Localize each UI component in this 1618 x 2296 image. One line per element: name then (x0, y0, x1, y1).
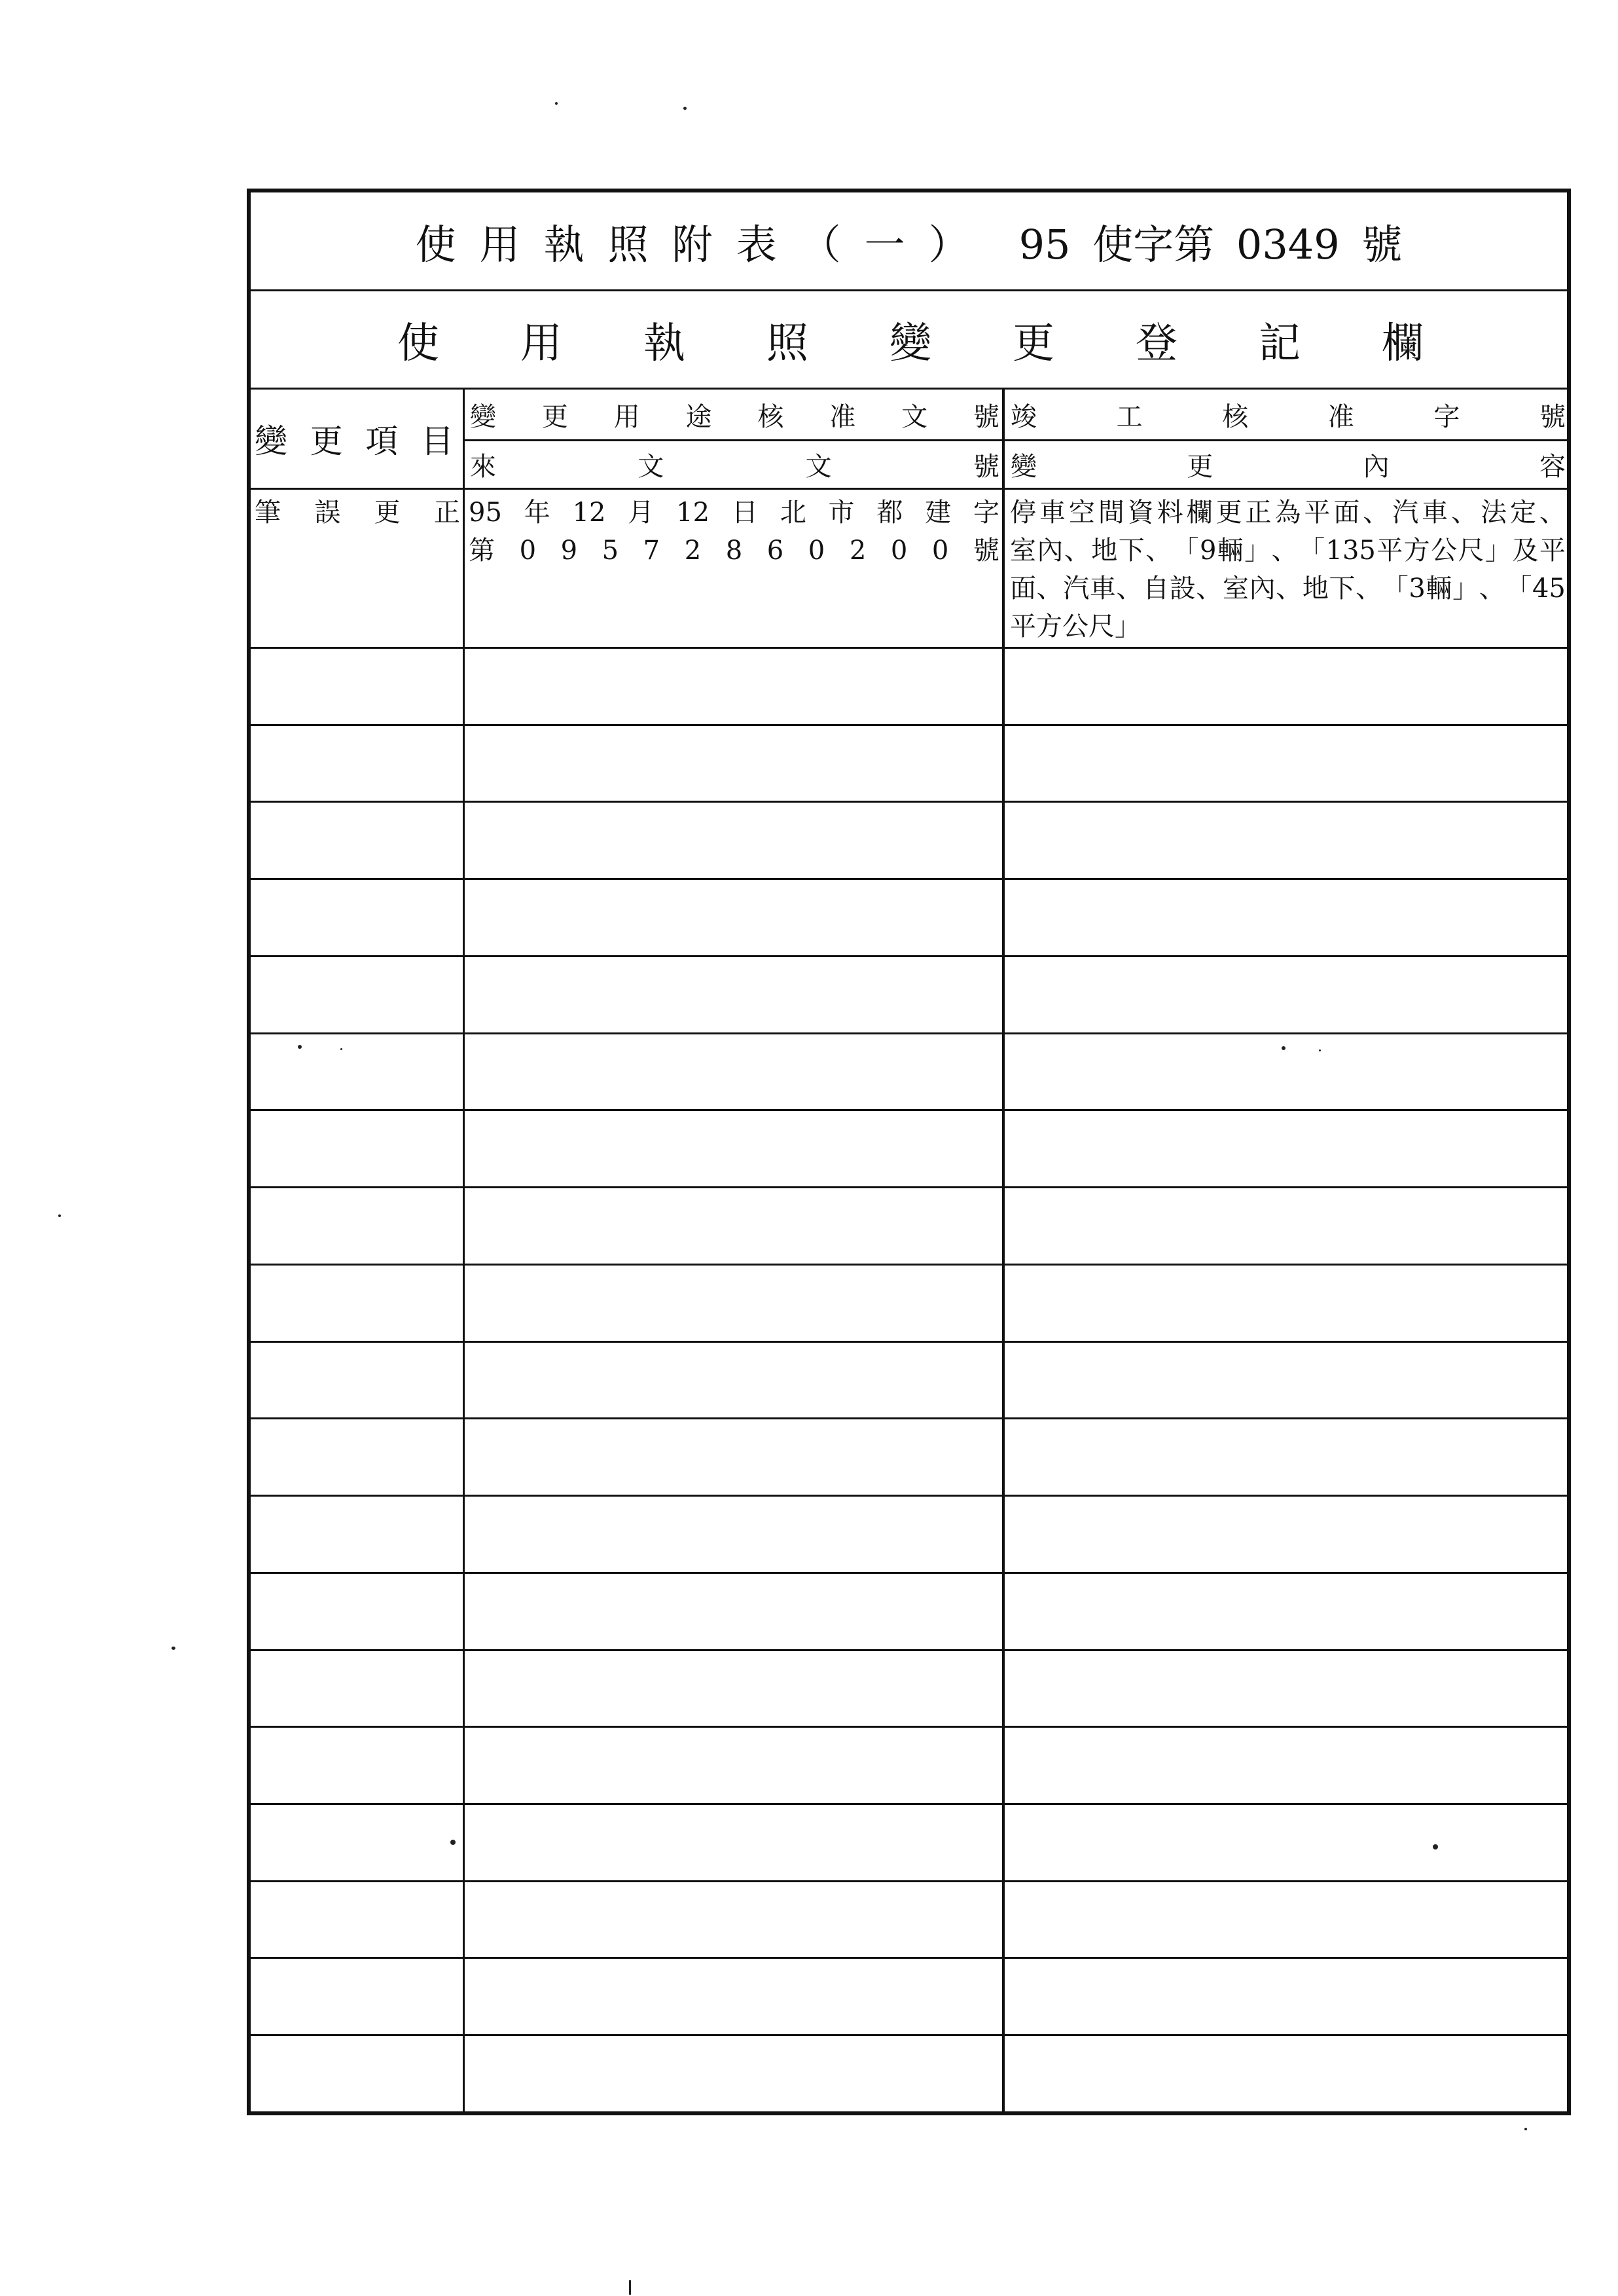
char: 「 (1505, 574, 1532, 604)
char: 正 (1245, 498, 1272, 528)
change-content-cell (1005, 1882, 1567, 1958)
char: 北 (780, 498, 806, 528)
document-number-line (469, 532, 999, 570)
change-content-cell (1005, 490, 1567, 647)
char: 執 (643, 319, 685, 368)
change-content-line: 平方公尺」 (1010, 611, 1141, 642)
char: 0 (808, 536, 825, 566)
char: 核 (1222, 401, 1249, 432)
char: 」 (1244, 536, 1271, 566)
change-item-cell (251, 649, 465, 724)
char: 年 (524, 498, 550, 528)
change-content-cell (1005, 803, 1567, 878)
scan-speck (171, 1647, 175, 1650)
document-number-cell (465, 1188, 1005, 1264)
char: 記 (1259, 319, 1301, 368)
table-row (251, 1651, 1567, 1728)
header-document-column (465, 390, 1005, 488)
char: 0 (519, 536, 537, 566)
char: 筆 (255, 498, 281, 528)
char: 車 (1039, 498, 1066, 528)
table-row (251, 803, 1567, 880)
document-number-cell (465, 1419, 1005, 1495)
document-number-cell (465, 1805, 1005, 1880)
char: 「 (1172, 536, 1199, 566)
change-item-cell (251, 1728, 465, 1803)
char: 、 (1116, 574, 1143, 604)
char: 字 (973, 498, 999, 528)
char: 公 (1431, 536, 1458, 566)
scan-speck (555, 102, 558, 105)
char: 、 (1036, 574, 1063, 604)
table-header (251, 390, 1567, 490)
char: 室 (1010, 536, 1036, 566)
char: 文 (638, 452, 664, 482)
change-content-cell (1005, 1111, 1567, 1186)
char: 間 (1098, 498, 1124, 528)
table-row (251, 726, 1567, 803)
char: 、 (1145, 536, 1172, 566)
char: 9 (560, 536, 578, 566)
document-number-cell (465, 1266, 1005, 1341)
char: 設 (1169, 574, 1196, 604)
header-completion-approval-cell (1005, 390, 1567, 441)
char: 8 (725, 536, 743, 566)
subtitle-row (251, 291, 1567, 390)
char: 5 (602, 536, 619, 566)
char: 用 (613, 401, 640, 432)
license-number: 95 使字第 0349 號 (1018, 220, 1403, 268)
char: 、 (1479, 574, 1505, 604)
scan-mark (629, 2280, 631, 2295)
section-title (397, 310, 1424, 370)
char: 面 (1010, 574, 1036, 604)
char: 准 (829, 401, 856, 432)
char: 7 (643, 536, 660, 566)
change-content-cell (1005, 1188, 1567, 1264)
change-item-cell (251, 1266, 465, 1341)
char: 「 (1299, 536, 1325, 566)
char: 日 (731, 498, 758, 528)
char: 尺 (1458, 536, 1484, 566)
document-number-cell (465, 1111, 1005, 1186)
header-usage-approval-no (470, 396, 999, 433)
char: 及 (1512, 536, 1539, 566)
char: 95 (469, 498, 502, 528)
char: 2 (684, 536, 702, 566)
char: 輛 (1426, 574, 1452, 604)
char: 更 (541, 401, 568, 432)
document-number-cell (465, 1959, 1005, 2034)
change-item-cell (251, 1111, 465, 1186)
change-item-cell (251, 1419, 465, 1495)
char: 字 (1433, 401, 1460, 432)
char: 、 (1276, 574, 1303, 604)
change-content-line (1010, 570, 1566, 608)
change-content-cell (1005, 1728, 1567, 1803)
change-item (255, 494, 460, 532)
table-row (251, 490, 1567, 649)
change-item-cell (251, 1188, 465, 1264)
char: 建 (925, 498, 952, 528)
change-item-cell (251, 726, 465, 801)
char: 號 (1539, 401, 1566, 432)
document-number-cell (465, 1882, 1005, 1958)
change-item-cell (251, 1343, 465, 1418)
change-content-cell (1005, 1959, 1567, 2034)
table-row (251, 880, 1567, 957)
document-number-cell (465, 490, 1005, 647)
change-item-cell (251, 1497, 465, 1572)
char: 正 (433, 498, 460, 528)
char: 9 (1199, 536, 1217, 566)
change-content-cell (1005, 649, 1567, 724)
char: 核 (757, 401, 784, 432)
table-row (251, 957, 1567, 1034)
char: 更 (1187, 452, 1214, 482)
char: 」 (1484, 536, 1511, 566)
char: 內 (1363, 452, 1390, 482)
char: 地 (1091, 536, 1118, 566)
char: 車 (1422, 498, 1448, 528)
table-row (251, 1343, 1567, 1420)
char: 使 (397, 319, 439, 368)
table-row (251, 649, 1567, 726)
char: 照 (766, 319, 808, 368)
char: 12 (572, 498, 606, 528)
char: 竣 (1011, 401, 1037, 432)
char: 項 (365, 422, 399, 460)
char: 下 (1329, 574, 1356, 604)
char: 、 (1363, 498, 1390, 528)
change-content-cell (1005, 1343, 1567, 1418)
char: 資 (1127, 498, 1154, 528)
change-item-cell (251, 1959, 465, 2034)
char: 都 (876, 498, 903, 528)
change-content-cell (1005, 880, 1567, 955)
change-item-cell (251, 957, 465, 1032)
change-content-cell (1005, 1805, 1567, 1880)
header-change-item (255, 415, 454, 462)
char: 135 (1325, 536, 1376, 566)
document-number-cell (465, 649, 1005, 724)
document-number-line (469, 494, 999, 532)
char: 」 (1452, 574, 1479, 604)
change-content-cell (1005, 1574, 1567, 1649)
document-number-cell (465, 1497, 1005, 1572)
char: 內 (1249, 574, 1276, 604)
char: 文 (901, 401, 928, 432)
license-change-form (247, 189, 1571, 2115)
change-item-cell (251, 490, 465, 647)
change-item-cell (251, 1651, 465, 1726)
table-row (251, 1728, 1567, 1805)
change-item-cell (251, 1574, 465, 1649)
char: 、 (1356, 574, 1382, 604)
header-incoming-doc-no (470, 446, 999, 483)
char: 變 (1011, 452, 1037, 482)
document-number-cell (465, 726, 1005, 801)
char: 月 (628, 498, 655, 528)
header-change-item-cell (251, 390, 465, 488)
header-incoming-doc-cell (465, 441, 1002, 488)
char: 目 (420, 422, 454, 460)
char: 地 (1302, 574, 1329, 604)
header-completion-approval-no (1011, 396, 1566, 433)
document-number-cell (465, 880, 1005, 955)
char: 汽 (1063, 574, 1090, 604)
char: 方 (1403, 536, 1430, 566)
change-content-cell (1005, 1266, 1567, 1341)
char: 空 (1068, 498, 1095, 528)
char: 更 (1215, 498, 1242, 528)
char: 「 (1382, 574, 1409, 604)
char: 第 (469, 536, 495, 566)
char: 料 (1157, 498, 1183, 528)
char: 45 (1532, 574, 1566, 604)
char: 號 (973, 452, 999, 482)
char: 法 (1481, 498, 1507, 528)
document-number-cell (465, 1343, 1005, 1418)
char: 停 (1010, 498, 1036, 528)
table-row (251, 2036, 1567, 2111)
change-content-cell (1005, 1497, 1567, 1572)
document-number-cell (465, 957, 1005, 1032)
table-row (251, 1188, 1567, 1266)
table-row (251, 1111, 1567, 1188)
char: 欄 (1186, 498, 1213, 528)
char: 途 (685, 401, 712, 432)
char: 市 (828, 498, 855, 528)
table-row (251, 1419, 1567, 1497)
document-number-cell (465, 1034, 1005, 1110)
header-usage-approval-cell (465, 390, 1002, 441)
char: 工 (1116, 401, 1143, 432)
char: 面 (1333, 498, 1360, 528)
scan-speck (683, 107, 687, 110)
table-row (251, 1574, 1567, 1651)
char: 用 (520, 319, 562, 368)
char: 平 (1304, 498, 1331, 528)
char: 容 (1539, 452, 1566, 482)
char: 更 (310, 422, 343, 460)
document-number-cell (465, 1574, 1005, 1649)
table-row (251, 1034, 1567, 1112)
table-body (251, 490, 1567, 2111)
change-item-cell (251, 1882, 465, 1958)
document-number-cell (465, 1728, 1005, 1803)
change-item-cell (251, 803, 465, 878)
char: 欄 (1382, 319, 1424, 368)
char: 、 (1539, 498, 1566, 528)
char: 定 (1509, 498, 1536, 528)
char: 誤 (314, 498, 341, 528)
change-content-cell (1005, 2036, 1567, 2111)
change-content-line (1010, 532, 1566, 570)
char: 號 (973, 401, 999, 432)
document-number-cell (465, 803, 1005, 878)
scan-speck (58, 1214, 61, 1217)
change-item-cell (251, 2036, 465, 2111)
char: 登 (1136, 319, 1178, 368)
title-row (251, 192, 1567, 291)
header-change-content (1011, 446, 1566, 483)
char: 車 (1089, 574, 1116, 604)
char: 文 (805, 452, 832, 482)
change-item-cell (251, 1805, 465, 1880)
char: 變 (255, 422, 287, 460)
char: 內 (1037, 536, 1064, 566)
change-content-cell (1005, 1034, 1567, 1110)
char: 6 (766, 536, 784, 566)
char: 號 (973, 536, 999, 566)
change-item-cell (251, 880, 465, 955)
char: 室 (1223, 574, 1249, 604)
char: 更 (374, 498, 401, 528)
char: 准 (1327, 401, 1354, 432)
char: 來 (470, 452, 496, 482)
header-content-column (1005, 390, 1567, 488)
char: 平 (1376, 536, 1403, 566)
table-row (251, 1497, 1567, 1574)
change-item-cell (251, 1034, 465, 1110)
char: 汽 (1392, 498, 1419, 528)
document-number-cell (465, 1651, 1005, 1726)
table-row (251, 1805, 1567, 1882)
change-content-cell (1005, 726, 1567, 801)
table-row (251, 1882, 1567, 1959)
char: 下 (1118, 536, 1145, 566)
char: 輛 (1217, 536, 1244, 566)
char: 自 (1143, 574, 1170, 604)
char: 更 (1013, 319, 1054, 368)
table-row (251, 1266, 1567, 1343)
header-change-content-cell (1005, 441, 1567, 488)
form-title: 使用執照附表（一） (415, 220, 993, 268)
table-row (251, 1959, 1567, 2036)
change-content-cell (1005, 1651, 1567, 1726)
char: 0 (931, 536, 949, 566)
document-number-cell (465, 2036, 1005, 2111)
char: 平 (1539, 536, 1566, 566)
char: 、 (1196, 574, 1223, 604)
char: 3 (1409, 574, 1426, 604)
char: 為 (1274, 498, 1301, 528)
char: 、 (1451, 498, 1478, 528)
change-content-cell (1005, 957, 1567, 1032)
char: 0 (890, 536, 908, 566)
char: 、 (1064, 536, 1090, 566)
change-content-line (1010, 494, 1566, 532)
scan-speck (1524, 2128, 1527, 2130)
char: 、 (1271, 536, 1298, 566)
char: 變 (890, 319, 931, 368)
char: 12 (676, 498, 710, 528)
change-content-cell (1005, 1419, 1567, 1495)
char: 變 (470, 401, 496, 432)
char: 2 (849, 536, 867, 566)
